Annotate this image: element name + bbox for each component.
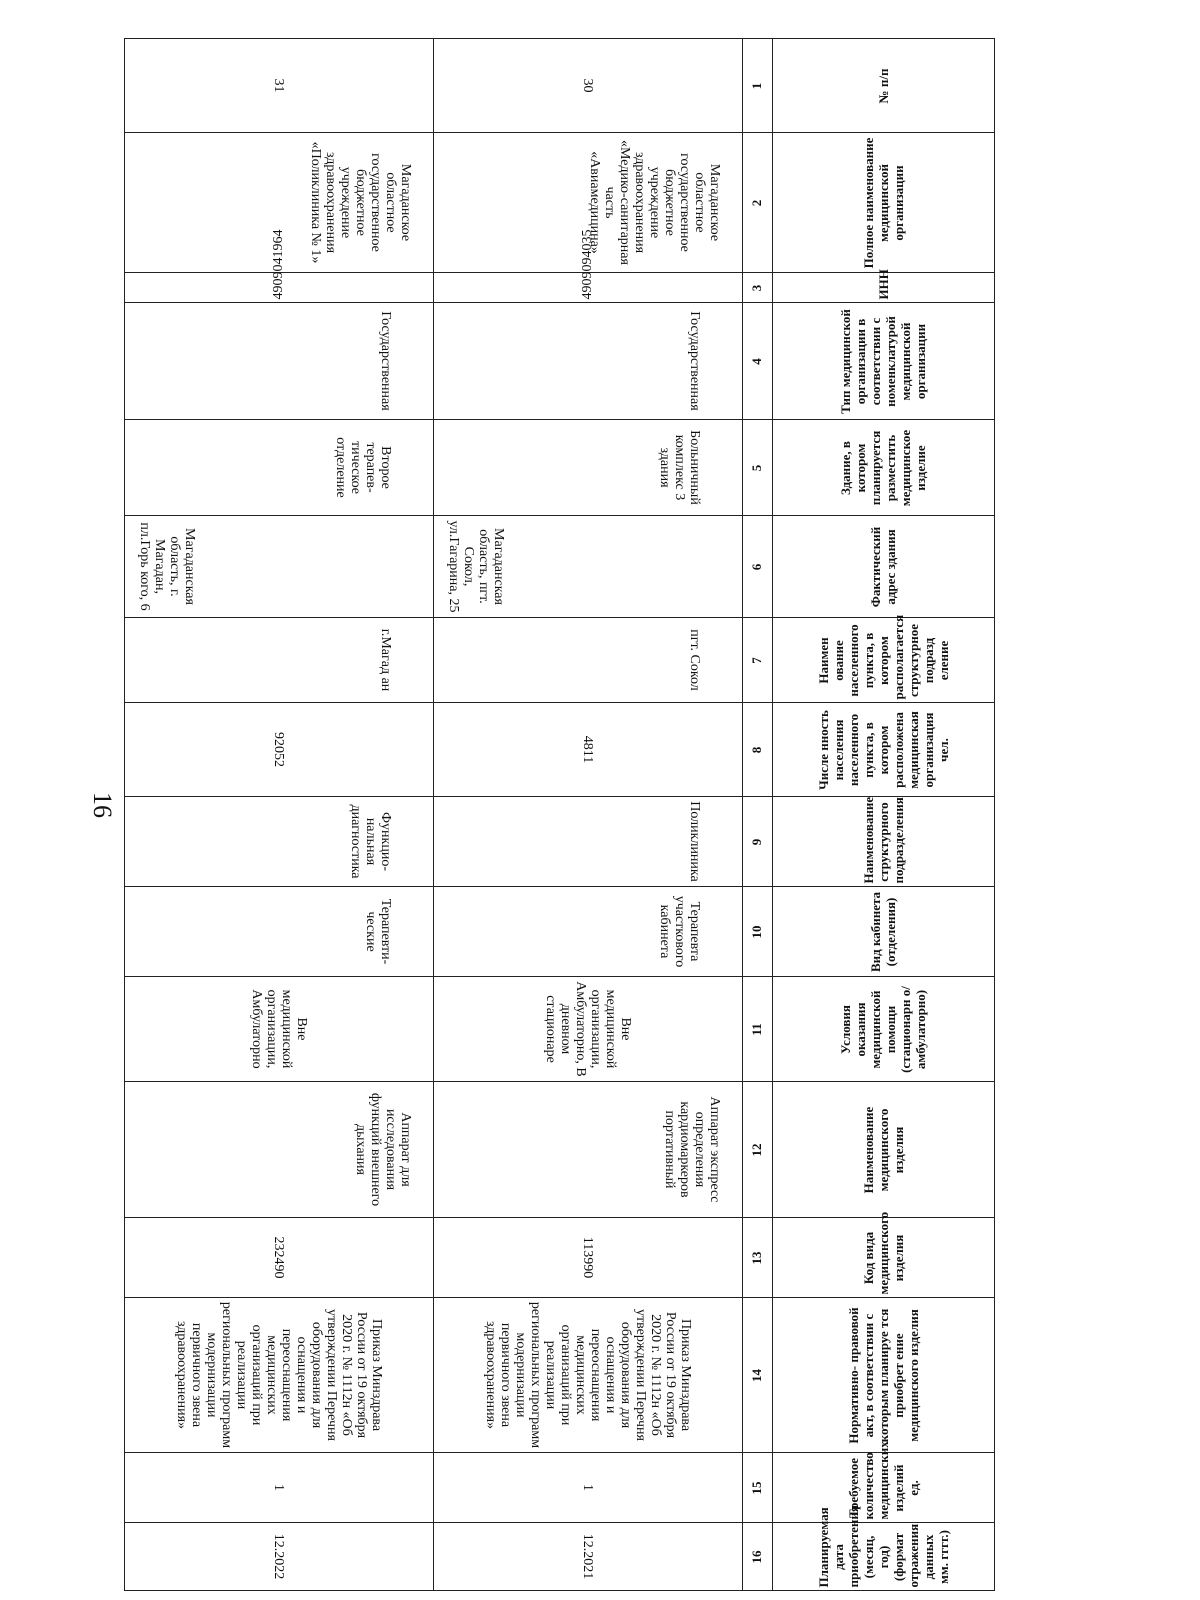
building-cell: Больничный комплекс 3 здания [434,420,743,516]
column-number: 13 [743,1218,773,1298]
row-number-cell: 31 [125,39,434,133]
subdivision-cell: Функцио-нальная диагностика [125,797,434,887]
column-header: Полное наименование медицинской организации [773,133,995,273]
column-number: 9 [743,797,773,887]
column-header: Тип медицинской организации в соответствии с номенклатурой медицинской организации [773,303,995,420]
care-conditions-cell: Вне медицинской организации, Амбулаторно [125,977,434,1082]
column-header: Числе нность населения населенного пункта, в котором расположена медицинская организация чел. [773,703,995,797]
column-number-row [743,39,773,1591]
care-conditions-cell: Вне медицинской организации, Амбулаторно, В дневном стационаре [434,977,743,1082]
equipment-registry-table [124,38,995,1591]
address-cell: Магаданская область, пгт. Сокол, ул.Гагарина, 25 [434,516,743,618]
building-cell: Второе терапев-тическое отделение [125,420,434,516]
table-row [434,39,743,1591]
device-code-cell: 232490 [125,1218,434,1298]
column-number: 1 [743,39,773,133]
column-header: Планируемая дата приобретения (месяц, год) (формат отражения данных мм. гггг.) [773,1523,995,1591]
device-name-cell: Аппарат экспресс определения кардиомаркеров портативный [434,1082,743,1218]
organization-type-cell: Государственная [434,303,743,420]
legal-act-cell: Приказ Минздрава России от 19 октября 2020 г. № 1112н «Об утверждении Перечня оборудования для оснащения и переоснащения медицинских организаций при реализации региональных программ модернизации первичного звена здравоохранения» [125,1298,434,1453]
column-header: Условия оказания медицинской помощи (стационарн о/амбулаторно) [773,977,995,1082]
column-number: 3 [743,273,773,303]
purchase-date-cell: 12.2022 [125,1523,434,1591]
room-type-cell: Терапевта участкового кабинета [434,887,743,977]
column-number: 10 [743,887,773,977]
column-number: 16 [743,1523,773,1591]
registry-table-frame [125,38,995,1590]
subdivision-cell: Поликлиника [434,797,743,887]
column-number: 2 [743,133,773,273]
population-cell: 92052 [125,703,434,797]
inn-cell: 4909094035 [434,273,743,303]
page-number: 16 [88,792,117,818]
table-row [125,39,434,1591]
column-number: 15 [743,1453,773,1523]
column-number: 11 [743,977,773,1082]
column-header: Требуемое количество медицинских изделий ед. [773,1453,995,1523]
column-number: 8 [743,703,773,797]
device-code-cell: 113990 [434,1218,743,1298]
column-header: Наименование структурного подразделения [773,797,995,887]
device-name-cell: Аппарат для исследования функций внешнего дыхания [125,1082,434,1218]
organization-type-cell: Государственная [125,303,434,420]
column-header: Фактический адрес здания [773,516,995,618]
column-number: 14 [743,1298,773,1453]
organization-name-cell: Магаданское областное государственное бюджетное учреждение здравоохранения «Медико-санитарная часть «Авиамедицина» [434,133,743,273]
column-number: 5 [743,420,773,516]
column-number: 12 [743,1082,773,1218]
room-type-cell: Терапевти-ческие [125,887,434,977]
address-cell: Магаданская область, г. Магадан, пл.Горь кого, 6 [125,516,434,618]
quantity-cell: 1 [434,1453,743,1523]
row-number-cell: 30 [434,39,743,133]
settlement-cell: г.Магад ан [125,618,434,703]
column-header: Здание, в котором планируется разместить медицинское изделие [773,420,995,516]
column-header: Код вида медицинского изделия [773,1218,995,1298]
quantity-cell: 1 [125,1453,434,1523]
column-number: 6 [743,516,773,618]
column-header: Наимен ование населенного пункта, в котором располагается структурное подразд еление [773,618,995,703]
settlement-cell: пгт. Сокол [434,618,743,703]
population-cell: 4811 [434,703,743,797]
header-row [773,39,995,1591]
column-header: Вид кабинета (отделения) [773,887,995,977]
column-header: Наименование медицинского изделия [773,1082,995,1218]
legal-act-cell: Приказ Минздрава России от 19 октября 2020 г. № 1112н «Об утверждении Перечня оборудования для оснащения и переоснащения медицинских организаций при реализации региональных программ модернизации первичного звена здравоохранения» [434,1298,743,1453]
purchase-date-cell: 12.2021 [434,1523,743,1591]
column-header: ИНН [773,273,995,303]
column-header: № п/п [773,39,995,133]
column-header: Нормативно- правовой акт, в соответствии с которым планируе тся приобрет ение медицинского изделия [773,1298,995,1453]
organization-name-cell: Магаданское областное государственное бюджетное учреждение здравоохранения «Поликлиника № 1» [125,133,434,273]
column-number: 4 [743,303,773,420]
column-number: 7 [743,618,773,703]
inn-cell: 4909041964 [125,273,434,303]
